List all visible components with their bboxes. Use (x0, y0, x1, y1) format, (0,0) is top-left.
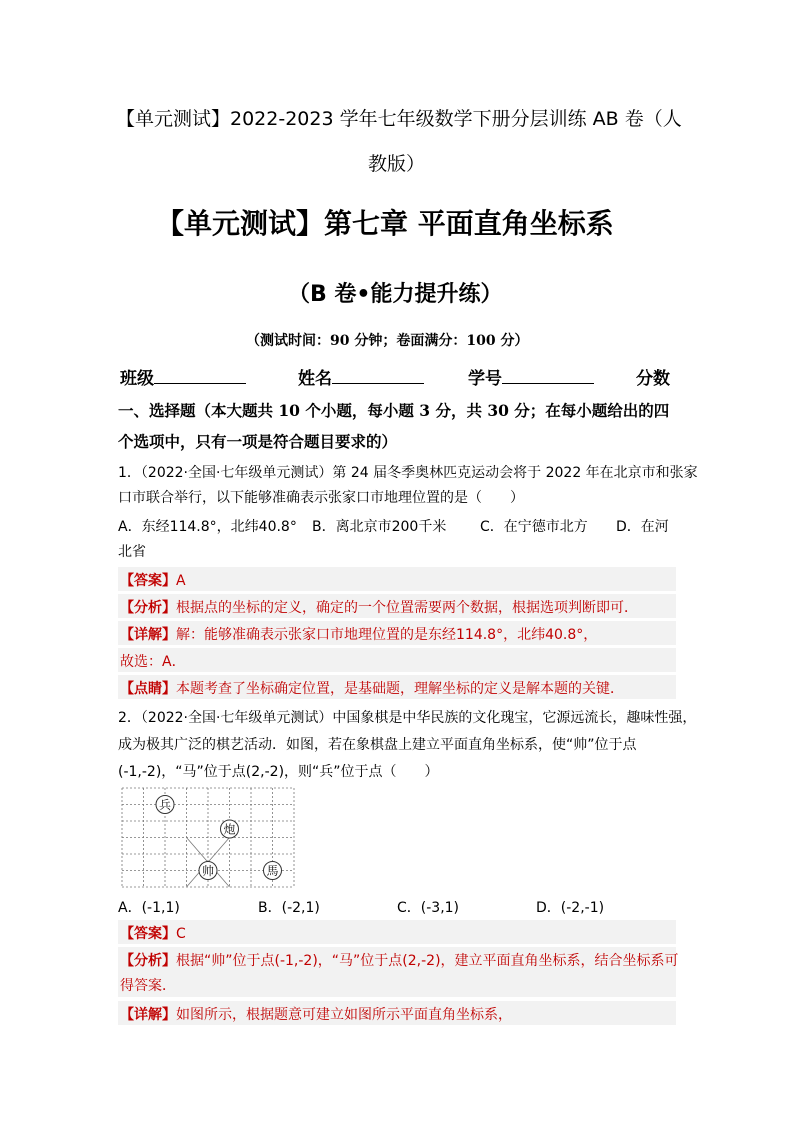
q2-option-a[interactable]: A．(-1,1) (118, 900, 180, 916)
q2-analysis-row (118, 947, 679, 997)
q1-option-c[interactable]: C．在宁德市北方 (480, 519, 588, 535)
q1-answer-label: 【答案】 (120, 573, 176, 589)
q1-text-line1: 1．（2022·全国·七年级单元测试）第 24 届冬季奥林匹克运动会将于 2022 年在北京市和张家 (118, 465, 698, 481)
piece-bing-label: 兵 (158, 798, 172, 812)
piece-pao (221, 820, 239, 838)
piece-shuai (199, 862, 217, 880)
chess-board-figure (120, 786, 296, 890)
q2-text-line3: (-1,-2)，“马”位于点(2,-2)，则“兵”位于点（ ） (118, 764, 439, 780)
field-class (120, 364, 246, 389)
q2-detail-label: 【详解】 (120, 1007, 176, 1023)
class-blank[interactable] (154, 367, 246, 384)
q1-comment-label: 【点睛】 (120, 681, 176, 697)
name-blank[interactable] (332, 367, 424, 384)
q1-text-line2: 口市联合举行，以下能够准确表示张家口市地理位置的是（ ） (118, 490, 524, 506)
doc-header-line2: 教版） (368, 153, 426, 175)
q1-answer: A (176, 573, 186, 589)
q1-conclusion: 故选：A． (120, 654, 186, 670)
q1-comment: 本题考查了坐标确定位置，是基础题，理解坐标的定义是解本题的关键． (176, 681, 624, 697)
q1-conclusion-row (118, 648, 676, 672)
q1-detail-label: 【详解】 (120, 627, 176, 643)
page-title: 【单元测试】第七章 平面直角坐标系 (156, 207, 614, 240)
field-class-label: 班级 (120, 369, 154, 389)
q2-option-b[interactable]: B．(-2,1) (258, 900, 320, 916)
q1-option-a[interactable]: A．东经114.8°，北纬40.8° (118, 519, 297, 535)
piece-bing (156, 796, 174, 814)
q1-analysis-row (118, 594, 676, 618)
field-name (298, 364, 424, 389)
field-number-label: 学号 (468, 369, 502, 389)
q2-option-d[interactable]: D．(-2,-1) (536, 900, 605, 916)
q2-answer: C (176, 926, 186, 942)
q2-option-c[interactable]: C．(-3,1) (397, 900, 460, 916)
piece-ma-label: 馬 (266, 864, 279, 878)
q1-analysis: 根据点的坐标的定义，确定的一个位置需要两个数据，根据选项判断即可． (176, 600, 638, 616)
q2-analysis-cont: 得答案． (120, 978, 176, 994)
q2-text-line1: 2．（2022·全国·七年级单元测试）中国象棋是中华民族的文化瑰宝，它源远流长，趣味性强， (118, 710, 697, 726)
piece-shuai-label: 帅 (201, 864, 215, 878)
section1-heading-line1: 一、选择题（本大题共 10 个小题，每小题 3 分，共 30 分；在每小题给出的四 (118, 401, 670, 420)
q2-detail: 如图所示，根据题意可建立如图所示平面直角坐标系， (176, 1007, 512, 1023)
q2-text-line2: 成为极其广泛的棋艺活动．如图，若在象棋盘上建立平面直角坐标系，使“帅”位于点 (118, 737, 637, 753)
q2-analysis-label: 【分析】 (120, 953, 176, 969)
q2-detail-row (118, 1001, 676, 1025)
section1-heading-line2: 个选项中，只有一项是符合题目要求的） (118, 432, 398, 451)
q2-answer-row (118, 920, 676, 944)
q1-option-d[interactable]: D．在河 (616, 519, 669, 535)
field-score-label: 分数 (636, 369, 670, 389)
q1-detail-row (118, 621, 676, 645)
q1-option-b[interactable]: B．离北京市200千米 (312, 519, 447, 535)
q1-detail: 解：能够准确表示张家口市地理位置的是东经114.8°，北纬40.8°， (176, 627, 598, 643)
q2-answer-label: 【答案】 (120, 926, 176, 942)
page-subtitle: （B 卷•能力提升练） (288, 282, 503, 307)
doc-header-line1: 【单元测试】2022-2023 学年七年级数学下册分层训练 AB 卷（人 (116, 108, 682, 130)
exam-info: （测试时间：90 分钟；卷面满分：100 分） (246, 333, 529, 349)
piece-ma (264, 862, 282, 880)
q1-answer-row (118, 567, 676, 591)
field-name-label: 姓名 (298, 369, 332, 389)
q2-analysis: 根据“帅”位于点(-1,-2)，“马”位于点(2,-2)，建立平面直角坐标系，结合坐标系可 (176, 953, 679, 969)
q1-option-d-cont: 北省 (118, 544, 146, 560)
number-blank[interactable] (502, 367, 594, 384)
q1-comment-row (118, 675, 676, 699)
q1-analysis-label: 【分析】 (120, 600, 176, 616)
piece-pao-label: 炮 (223, 822, 236, 837)
field-number (468, 364, 594, 389)
